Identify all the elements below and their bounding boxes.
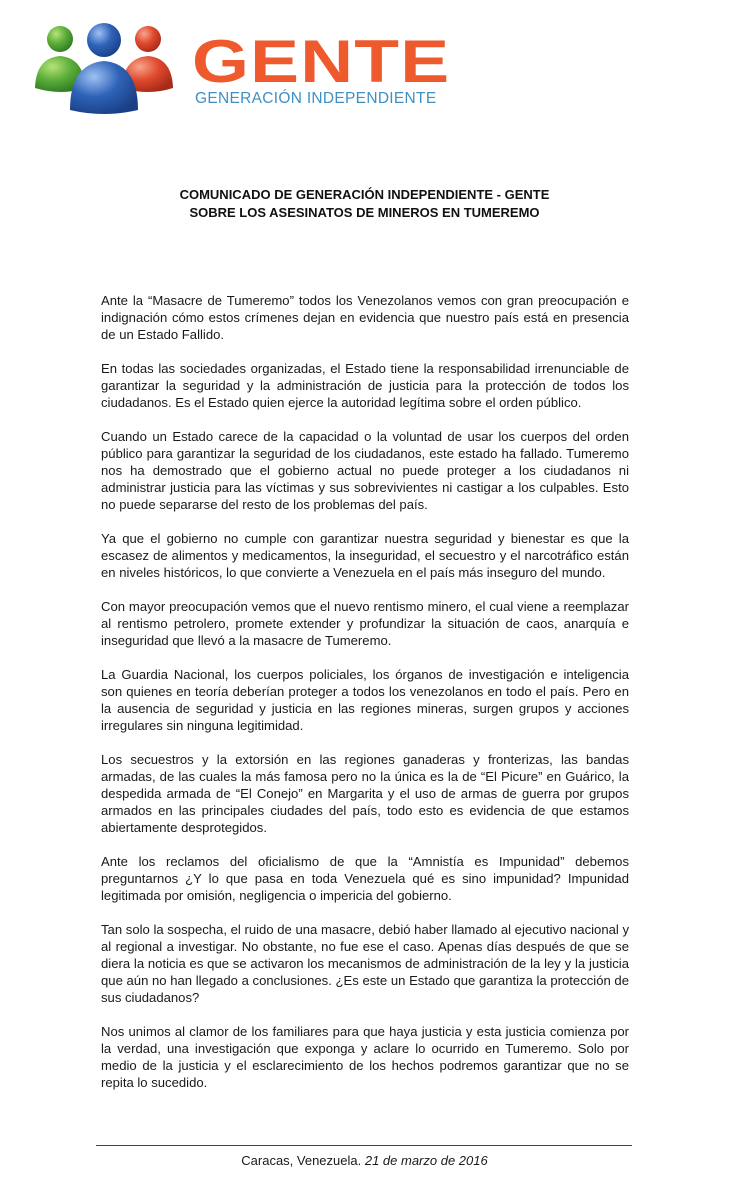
paragraph: Los secuestros y la extorsión en las regiones ganaderas y fronterizas, las bandas armadas, de las cuales la más famosa pero no la única es la de “El Picure” en Guárico, la despedida armada de “El Conejo” en Margarita y el uso de armas de guerra por grupos armados en las principales ciudades del país, todo esto es evidencia de que estamos abiertamente desprotegidos. [101, 752, 629, 835]
logo [32, 18, 462, 118]
paragraph: Nos unimos al clamor de los familiares para que haya justicia y esta justicia comienza por la verdad, una investigación que exponga y aclare lo ocurrido en Tumeremo. Solo por medio de la justicia y el esclarecimiento de los hechos podremos garantizar que no se repita lo sucedido. [101, 1024, 629, 1090]
title-line-1: COMUNICADO DE GENERACIÓN INDEPENDIENTE - GENTE [179, 187, 550, 202]
paragraph: Cuando un Estado carece de la capacidad o la voluntad de usar los cuerpos del orden público para garantizar la seguridad de los ciudadanos, este estado ha fallado. Tumeremo nos ha demostrado que el gobierno actual no puede proteger a los ciudadanos ni administrar justicia para las víctimas y sus sobrevivientes ni castigar a los culpables. Esto no puede separarse del resto de los problemas del país. [101, 429, 629, 512]
document-body [101, 292, 629, 1108]
paragraph: Ya que el gobierno no cumple con garantizar nuestra seguridad y bienestar es que la escasez de alimentos y medicamentos, la inseguridad, el secuestro y el narcotráfico están en niveles históricos, lo que convierte a Venezuela en el país más inseguro del mundo. [101, 531, 629, 580]
people-logo-icon [32, 18, 177, 116]
brand-name: GENTE [192, 28, 451, 95]
footer-place: Caracas, Venezuela. [241, 1153, 362, 1168]
document-title [0, 186, 729, 222]
footer [0, 1153, 729, 1169]
paragraph: Tan solo la sospecha, el ruido de una masacre, debió haber llamado al ejecutivo nacional y al regional a investigar. No obstante, no fue ese el caso. Apenas días después de que se diera la noticia es que se activaron los mecanismos de administración de la ley y la justicia que aún no han llegado a conclusiones. ¿Es este un Estado que garantiza la protección de sus ciudadanos? [101, 922, 629, 1005]
paragraph: En todas las sociedades organizadas, el Estado tiene la responsabilidad irrenunciable de garantizar la seguridad y la administración de justicia para la protección de todos los ciudadanos. Es el Estado quien ejerce la autoridad legítima sobre el orden público. [101, 361, 629, 410]
paragraph: La Guardia Nacional, los cuerpos policiales, los órganos de investigación e inteligencia son quienes en teoría deberían proteger a todos los venezolanos en todo el país. Pero en la ausencia de seguridad y justicia en las regiones mineras, surgen grupos y acciones irregulares sin ninguna legitimidad. [101, 667, 629, 733]
paragraph: Ante los reclamos del oficialismo de que la “Amnistía es Impunidad” debemos preguntarnos ¿Y lo que pasa en toda Venezuela qué es sino impunidad? Impunidad legitimada por omisión, negligencia o impericia del gobierno. [101, 854, 629, 903]
brand-tagline: GENERACIÓN INDEPENDIENTE [195, 90, 437, 107]
footer-divider [96, 1145, 632, 1146]
footer-date: 21 de marzo de 2016 [364, 1153, 488, 1168]
paragraph: Ante la “Masacre de Tumeremo” todos los Venezolanos vemos con gran preocupación e indignación cómo estos crímenes dejan en evidencia que nuestro país está en presencia de un Estado Fallido. [101, 293, 629, 342]
paragraph: Con mayor preocupación vemos que el nuevo rentismo minero, el cual viene a reemplazar al rentismo petrolero, promete extender y profundizar la situación de caos, anarquía e inseguridad que llevó a la masacre de Tumeremo. [101, 599, 629, 648]
title-line-2: SOBRE LOS ASESINATOS DE MINEROS EN TUMEREMO [189, 205, 540, 220]
